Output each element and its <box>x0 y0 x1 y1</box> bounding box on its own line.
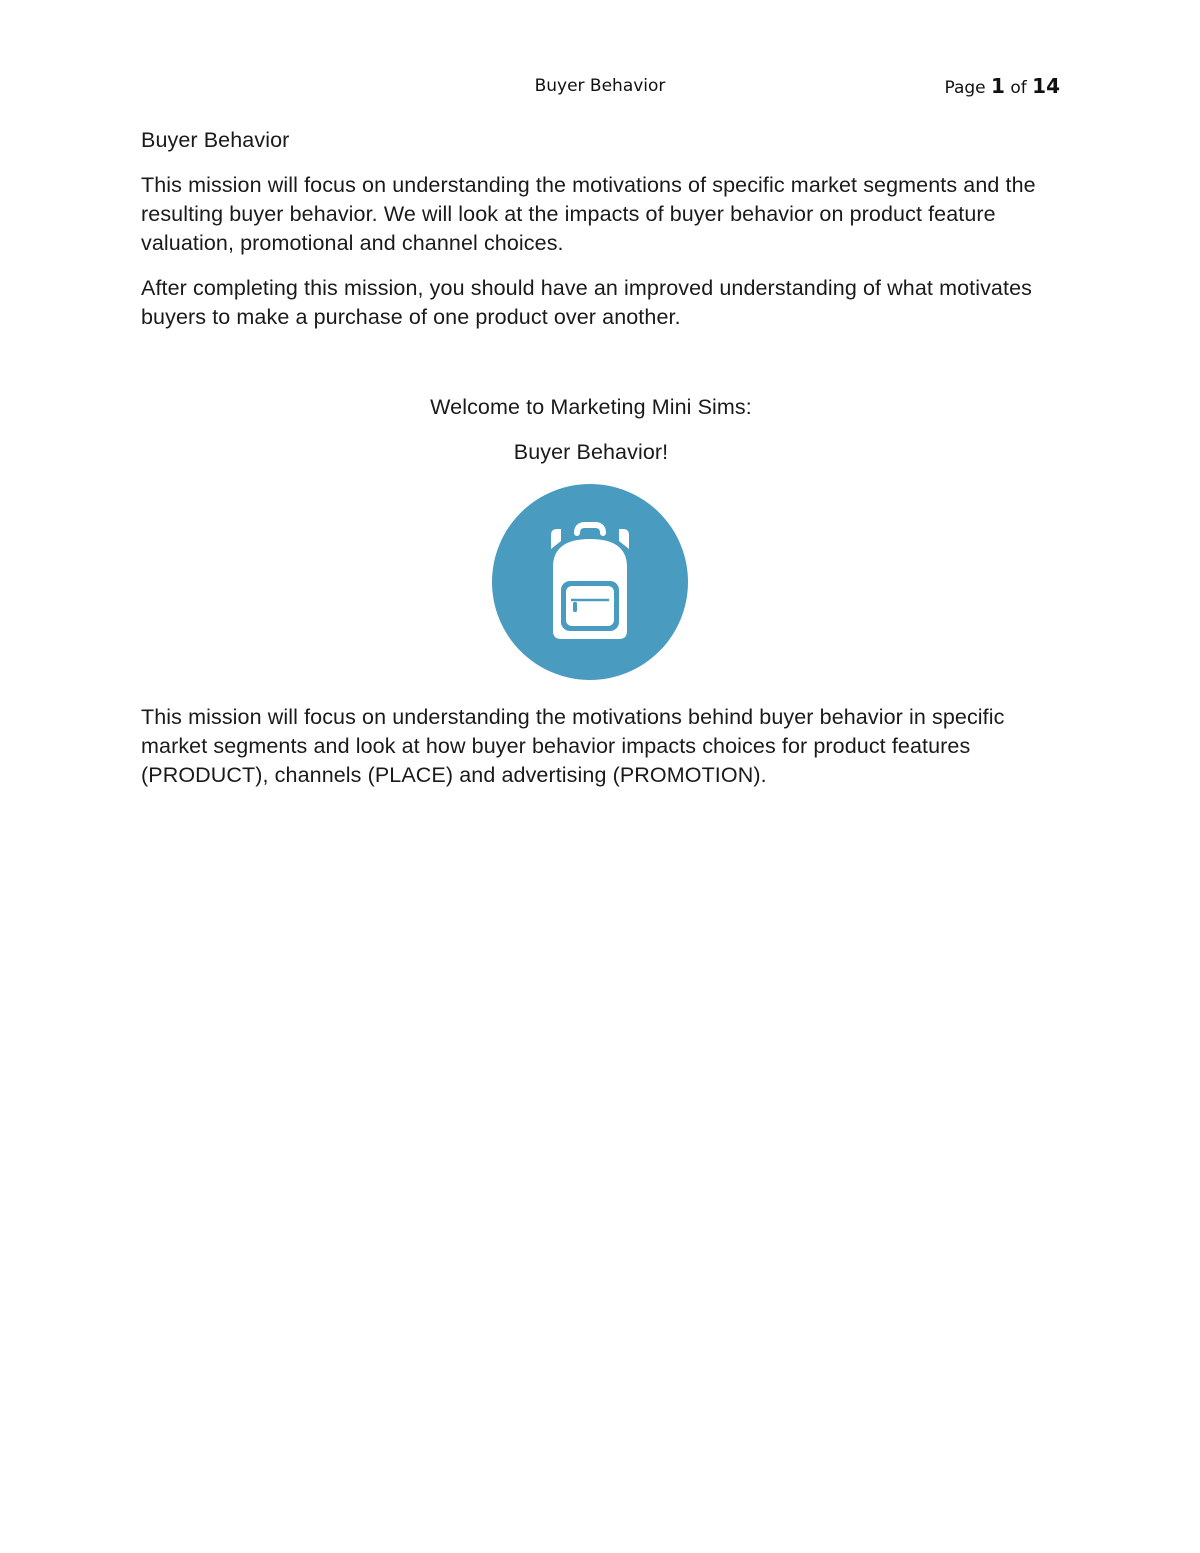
header-title: Buyer Behavior <box>534 76 666 96</box>
document-heading: Buyer Behavior <box>141 128 290 152</box>
document-body <box>141 126 1041 806</box>
welcome-line-1: Welcome to Marketing Mini Sims: <box>430 395 752 419</box>
welcome-line-2: Buyer Behavior! <box>513 440 669 464</box>
backpack-icon <box>491 483 689 681</box>
page-total: 14 <box>1032 74 1060 98</box>
page-of: of <box>1004 78 1033 98</box>
page-prefix: Page <box>944 78 992 98</box>
intro-paragraph: This mission will focus on understanding the motivations of specific market segments and the resulting buyer behavior. We will look at the impacts of buyer behavior on product feature valuation, promotional and channel choices. <box>141 173 1036 255</box>
page-current: 1 <box>991 74 1005 98</box>
outcome-paragraph: After completing this mission, you should have an improved understanding of what motivates buyers to make a purchase of one product over another. <box>141 276 1032 329</box>
mission-logo <box>139 483 1041 681</box>
page-number <box>944 74 1060 98</box>
page-header <box>140 74 1060 100</box>
summary-paragraph: This mission will focus on understanding the motivations behind buyer behavior in specific market segments and look at how buyer behavior impacts choices for product features (PRODUCT), channels (PLACE) and advertising (PROMOTION). <box>141 705 1005 787</box>
